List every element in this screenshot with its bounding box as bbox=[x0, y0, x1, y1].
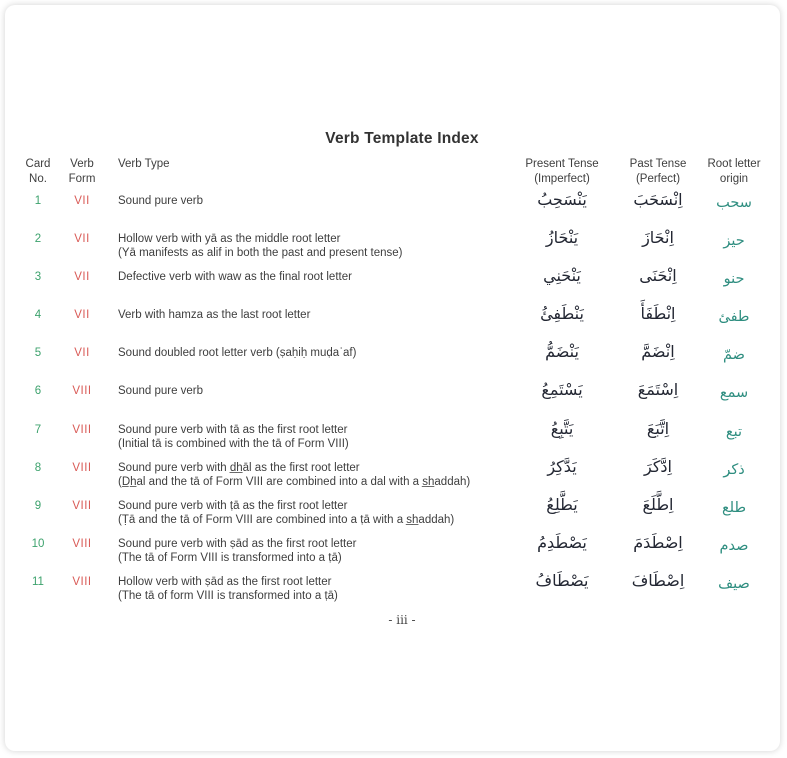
present-tense-arabic: يَسْتَمِعُ bbox=[541, 380, 583, 400]
header-root-letter: Root letter origin bbox=[707, 158, 761, 185]
past-tense-arabic: اِنْضَمَّ bbox=[641, 342, 675, 362]
header-past-tense: Past Tense (Perfect) bbox=[629, 158, 687, 185]
verb-type-description bbox=[106, 575, 506, 603]
past-tense-arabic: اِنْحَنَى bbox=[639, 266, 677, 286]
past-tense-arabic: اِصْطَدَمَ bbox=[633, 532, 683, 552]
verb-type-line1: Sound pure verb with tā as the first root letter bbox=[118, 423, 348, 436]
present-tense-arabic: يَنْحَنِي bbox=[543, 266, 581, 286]
card-number: 2 bbox=[34, 233, 42, 246]
book-page bbox=[5, 5, 780, 751]
past-tense-arabic: اِنْطَفَأَ bbox=[640, 304, 676, 324]
verb-type-description bbox=[106, 270, 506, 284]
verb-type-line2: (The tā of Form VIII is transformed into a ṭā) bbox=[118, 551, 342, 564]
verb-type-line1: Sound doubled root letter verb (ṣaḥiḥ muḍaʿaf) bbox=[118, 347, 357, 360]
verb-form-numeral: VII bbox=[74, 309, 90, 322]
verb-form-numeral: VII bbox=[74, 233, 90, 246]
card-number: 7 bbox=[34, 423, 42, 436]
verb-type-line1: Verb with hamza as the last root letter bbox=[118, 309, 311, 322]
root-letter-arabic: ذكر bbox=[723, 461, 745, 478]
card-number: 9 bbox=[34, 499, 42, 512]
present-tense-arabic: يَنْضَمُّ bbox=[545, 342, 579, 362]
header-verb-type: Verb Type bbox=[118, 158, 170, 170]
verb-type-line2: (The tā of form VIII is transformed into a ṭā) bbox=[118, 589, 338, 602]
card-number: 11 bbox=[32, 575, 44, 588]
page-content bbox=[18, 5, 786, 627]
verb-type-line2: (Initial tā is combined with the tā of Form VIII) bbox=[118, 437, 349, 450]
past-tense-arabic: اِصْطَافَ bbox=[631, 570, 685, 590]
root-letter-arabic: سحب bbox=[716, 195, 752, 211]
past-tense-arabic: اِتَّبَعَ bbox=[646, 418, 670, 438]
table-row bbox=[18, 570, 786, 613]
root-letter-arabic: ضمّ bbox=[723, 347, 745, 364]
verb-type-description bbox=[106, 308, 506, 322]
root-letter-arabic: صدم bbox=[719, 537, 749, 554]
root-letter-arabic: طلع bbox=[721, 499, 747, 516]
verb-form-numeral: VII bbox=[74, 347, 90, 360]
header-verb-form: Verb Form bbox=[68, 158, 96, 185]
past-tense-arabic: اِنْحَازَ bbox=[642, 228, 674, 248]
present-tense-arabic: يَدَّكِرُ bbox=[547, 456, 577, 476]
root-letter-arabic: حيز bbox=[723, 233, 745, 250]
verb-type-description bbox=[106, 232, 506, 260]
card-number: 3 bbox=[34, 271, 42, 284]
verb-form-numeral: VIII bbox=[72, 461, 92, 474]
present-tense-arabic: يَتَّبِعُ bbox=[550, 418, 574, 438]
page-title: Verb Template Index bbox=[325, 130, 479, 147]
verb-form-numeral: VIII bbox=[72, 423, 92, 436]
past-tense-arabic: اِسْتَمَعَ bbox=[637, 380, 679, 400]
verb-type-description bbox=[106, 499, 506, 527]
verb-type-line2: (Ṭā and the tā of Form VIII are combined into a ṭā with a s̲h̲addah) bbox=[118, 513, 455, 526]
card-number: 5 bbox=[34, 347, 42, 360]
page-number: - iii - bbox=[388, 613, 416, 628]
present-tense-arabic: يَنْسَحِبُ bbox=[537, 190, 587, 209]
root-letter-arabic: صيف bbox=[718, 575, 750, 592]
verb-type-description bbox=[106, 346, 506, 360]
verb-type-line1: Defective verb with waw as the final root letter bbox=[118, 271, 352, 284]
present-tense-arabic: يَصْطَدِمُ bbox=[537, 532, 587, 552]
card-number: 4 bbox=[34, 309, 42, 322]
card-number: 1 bbox=[34, 195, 42, 207]
verb-type-line2: (D̲h̲al and the tā of Form VIII are combined into a dal with a s̲h̲addah) bbox=[118, 475, 471, 488]
verb-type-line1: Sound pure verb bbox=[118, 195, 204, 207]
verb-form-numeral: VII bbox=[74, 271, 90, 284]
verb-type-description bbox=[106, 194, 506, 208]
root-letter-arabic: طفئ bbox=[718, 309, 750, 326]
verb-type-description bbox=[106, 384, 506, 398]
verb-form-numeral: VIII bbox=[72, 575, 92, 588]
verb-type-line1: Sound pure verb with d̲h̲āl as the first root letter bbox=[118, 461, 360, 474]
past-tense-arabic: اِطَّلَعَ bbox=[642, 494, 674, 514]
table-header-row bbox=[18, 157, 786, 187]
verb-type-description bbox=[106, 423, 506, 451]
verb-type-line1: Sound pure verb bbox=[118, 385, 204, 398]
present-tense-arabic: يَنْطَفِئُ bbox=[540, 304, 584, 324]
verb-type-description bbox=[106, 461, 506, 489]
card-number: 10 bbox=[31, 537, 45, 550]
verb-form-numeral: VII bbox=[74, 195, 90, 207]
card-number: 6 bbox=[34, 385, 42, 398]
present-tense-arabic: يَصْطَافُ bbox=[535, 570, 589, 590]
root-letter-arabic: سمع bbox=[719, 385, 749, 402]
verb-form-numeral: VIII bbox=[72, 385, 92, 398]
present-tense-arabic: يَطَّلِعُ bbox=[546, 494, 578, 514]
present-tense-arabic: يَنْحَازُ bbox=[545, 228, 579, 248]
table-body bbox=[18, 190, 786, 613]
header-present-tense: Present Tense (Imperfect) bbox=[525, 158, 599, 185]
verb-type-line1: Hollow verb with ṣād as the first root letter bbox=[118, 575, 332, 588]
past-tense-arabic: اِنْسَحَبَ bbox=[633, 190, 683, 209]
header-card-no: Card No. bbox=[25, 158, 51, 185]
verb-type-line1: Sound pure verb with ṣād as the first root letter bbox=[118, 537, 357, 550]
verb-type-line2: (Yā manifests as alif in both the past and present tense) bbox=[118, 247, 403, 260]
root-letter-arabic: تبع bbox=[725, 423, 743, 440]
verb-form-numeral: VIII bbox=[72, 537, 92, 550]
root-letter-arabic: حنو bbox=[723, 271, 745, 288]
past-tense-arabic: اِدَّكَرَ bbox=[643, 456, 672, 476]
verb-form-numeral: VIII bbox=[72, 499, 92, 512]
verb-type-line1: Sound pure verb with ṭā as the first root letter bbox=[118, 499, 348, 512]
verb-type-line1: Hollow verb with yā as the middle root letter bbox=[118, 233, 341, 246]
card-number: 8 bbox=[34, 461, 42, 474]
verb-type-description bbox=[106, 537, 506, 565]
